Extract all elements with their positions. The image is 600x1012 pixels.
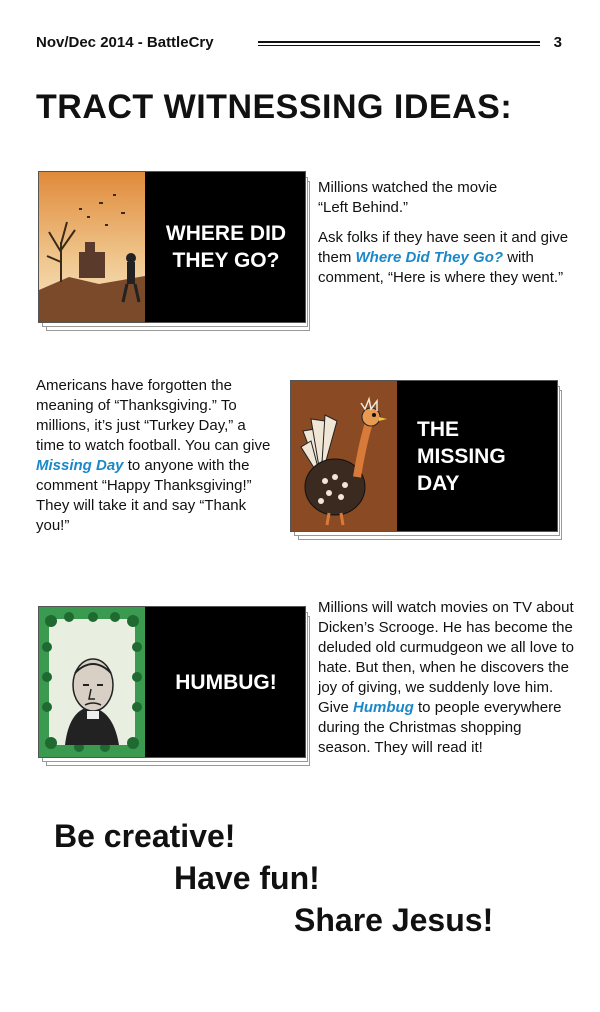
tract-2-description: Americans have forgotten the meaning of “Thanksgiving.” To millions, it’s just “Turkey Day,” a time to watch football. You can give Missing Day to anyone with the comment “Happy Thanksgiving!” They will take it and say “Thank you!” (36, 377, 271, 534)
page-title: TRACT WITNESSING IDEAS: (36, 88, 513, 126)
tract-cover (38, 171, 306, 323)
issue-label: Nov/Dec 2014 - BattleCry (36, 34, 214, 51)
tract-title-highlight: Where Did They Go? (355, 249, 504, 266)
tract-cover (290, 380, 558, 532)
tract-cover-title: WHERE DID THEY GO? (165, 222, 287, 272)
scrooge-portrait-illustration (39, 607, 145, 757)
tract-title-highlight: Missing Day (36, 457, 124, 474)
slogan-be-creative: Be creative! (54, 818, 236, 854)
tract-the-missing-day (290, 380, 556, 530)
tract-title-highlight: Humbug (353, 699, 414, 716)
page-number: 3 (553, 34, 562, 51)
tract-3-description: Millions will watch movies on TV about Dicken’s Scrooge. He has become the deluded old curmudgeon we all love to hate. But then, when he discovers the joy of giving, we suddenly love him. Give Humbug to people everywhere during the Christmas shopping season. They will read it! (318, 599, 575, 756)
tract-1-description: Millions watched the movie “Left Behind.” Ask folks if they have seen it and give them Where Did They Go? with comment, “Here is where they went.” (318, 179, 569, 286)
tract-cover (38, 606, 306, 758)
tract-cover-title: HUMBUG! (175, 670, 277, 694)
tract-cover-title: THE MISSING DAY (417, 417, 506, 495)
slogan-have-fun: Have fun! (174, 860, 320, 896)
tract-where-did-they-go (38, 171, 304, 321)
turkey-illustration (291, 381, 397, 531)
slogan-share-jesus: Share Jesus! (294, 902, 494, 938)
rapture-scene-illustration (39, 172, 145, 322)
page-header (36, 34, 566, 54)
tract-humbug (38, 606, 304, 756)
header-rule (258, 41, 540, 46)
